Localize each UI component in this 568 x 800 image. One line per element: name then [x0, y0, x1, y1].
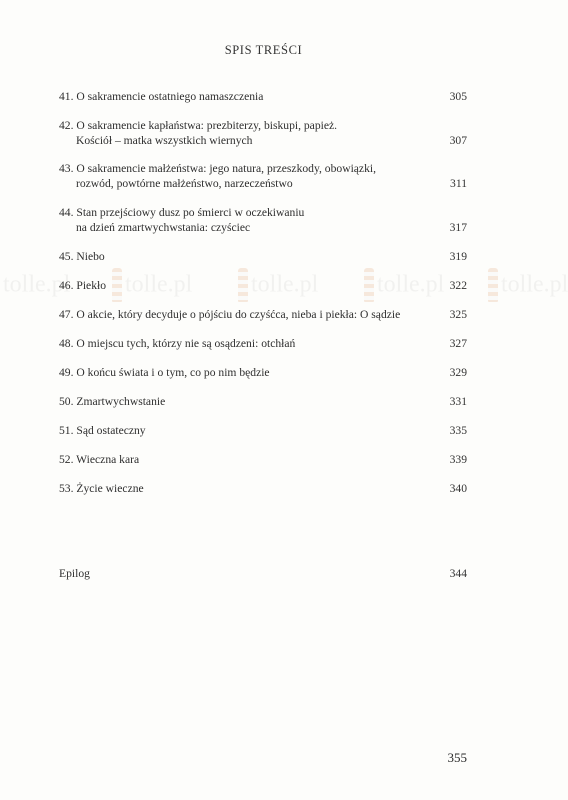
toc-page-number: 317	[449, 221, 467, 234]
toc-entry-epilog	[59, 566, 467, 581]
toc-page-number: 344	[449, 567, 467, 580]
toc-entry	[59, 89, 467, 104]
toc-entry	[59, 161, 467, 191]
toc-entry-title: 53. Życie wieczne	[59, 482, 144, 495]
toc-page-number: 319	[449, 250, 467, 263]
watermark-logo: tolle.pl	[3, 271, 71, 298]
toc-entry-title: 42. O sakramencie kapłaństwa: prezbiterzy, biskupi, papież.	[59, 119, 338, 132]
watermark-logo: tolle.pl	[364, 268, 444, 324]
toc-entry-title: 48. O miejscu tych, którzy nie są osądzeni: otchłań	[59, 337, 296, 350]
toc-entry	[59, 481, 467, 496]
toc-entry-title-continued: Kościół – matka wszystkich wiernych	[76, 134, 253, 147]
toc-entry	[59, 205, 467, 235]
toc-entry-title: 45. Niebo	[59, 250, 105, 263]
toc-entry-title: 43. O sakramencie małżeństwa: jego natura, przeszkody, obowiązki,	[59, 162, 376, 175]
toc-page-number: 311	[450, 177, 467, 190]
toc-entry-title-continued: na dzień zmartwychwstania: czyściec	[76, 221, 251, 234]
toc-entry	[59, 336, 467, 351]
toc-entry	[59, 249, 467, 264]
toc-entry-title: 44. Stan przejściowy dusz po śmierci w oczekiwaniu	[59, 206, 305, 219]
toc-entry-title: Epilog	[59, 567, 90, 580]
toc-page-number: 339	[449, 453, 467, 466]
toc-entry-title: 51. Sąd ostateczny	[59, 424, 146, 437]
toc-entry	[59, 307, 467, 322]
toc-entry	[59, 423, 467, 438]
toc-page-number: 335	[449, 424, 467, 437]
toc-entry	[59, 278, 467, 293]
toc-page-number: 329	[449, 366, 467, 379]
toc-page-number: 322	[449, 279, 467, 292]
toc-entry-title: 50. Zmartwychwstanie	[59, 395, 166, 408]
watermark-logo: tolle.pl	[112, 268, 192, 324]
toc-entry	[59, 365, 467, 380]
toc-page-number: 325	[449, 308, 467, 321]
toc-entry-title: 47. O akcie, który decyduje o pójściu do czyśćca, nieba i piekła: O sądzie	[59, 308, 401, 321]
toc-page-number: 331	[449, 395, 467, 408]
toc-entry-title: 41. O sakramencie ostatniego namaszczenia	[59, 90, 264, 103]
page-number: 355	[447, 750, 467, 765]
toc-entry-title: 49. O końcu świata i o tym, co po nim będzie	[59, 366, 270, 379]
toc-page-number: 305	[449, 90, 467, 103]
watermark-logo: tolle.pl	[238, 268, 318, 324]
page-title: SPIS TREŚCI	[224, 43, 303, 57]
toc-page-number: 327	[449, 337, 467, 350]
toc-entry	[59, 452, 467, 467]
watermark-logo: tolle.pl	[488, 268, 568, 324]
toc-entry-title: 52. Wieczna kara	[59, 453, 140, 466]
toc-entry	[59, 118, 467, 148]
toc-entry-title-continued: rozwód, powtórne małżeństwo, narzeczeństwo	[76, 177, 293, 190]
toc-entry-title: 46. Piekło	[59, 279, 107, 292]
toc-page-number: 307	[449, 134, 467, 147]
toc-entry	[59, 394, 467, 409]
toc-page-number: 340	[449, 482, 467, 495]
